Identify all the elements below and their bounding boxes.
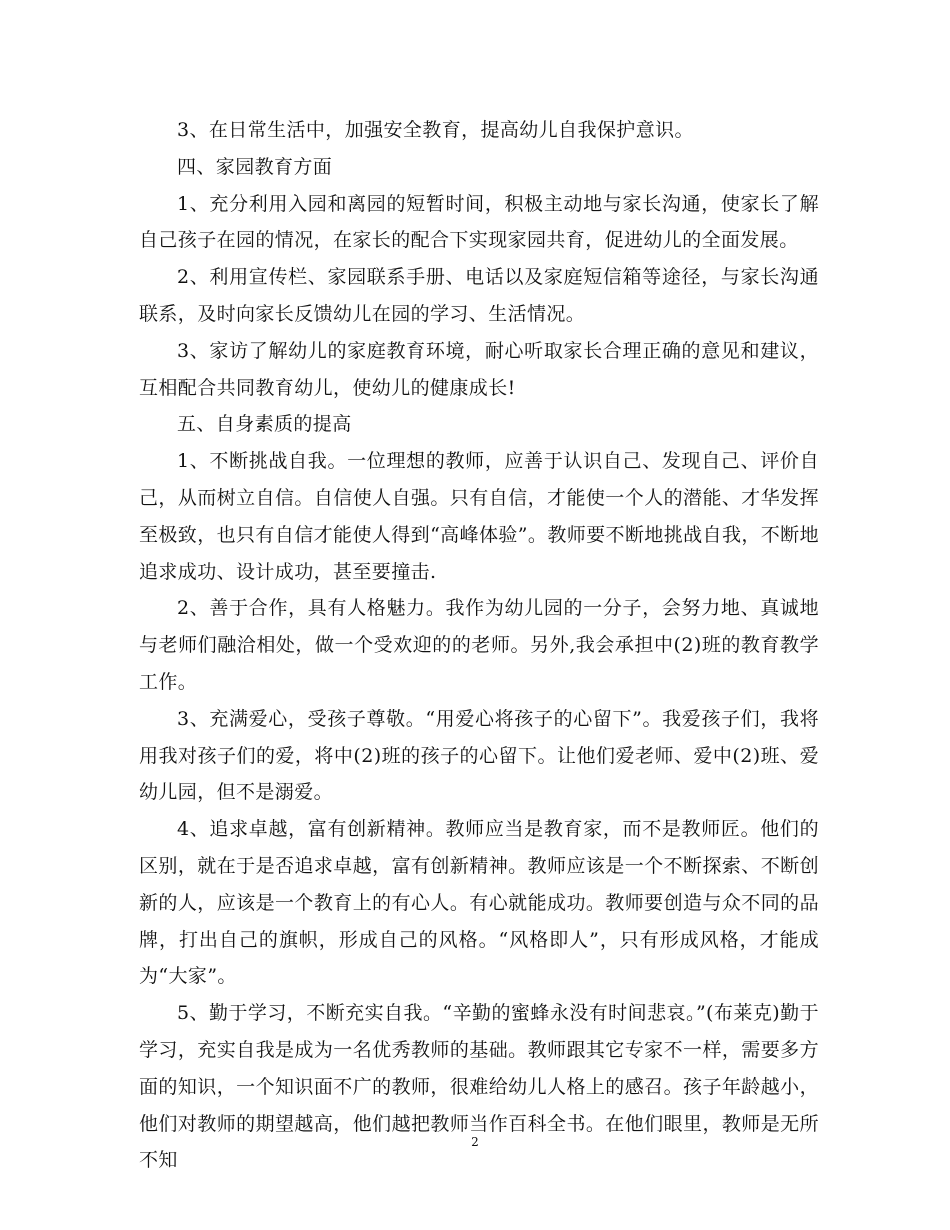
paragraph-safety-education: 3、在日常生活中，加强安全教育，提高幼儿自我保护意识。 xyxy=(177,119,694,141)
paragraph-love-children: 3、充满爱心，受孩子尊敬。“用爱心将孩子的心留下”。我爱孩子们，我将用我对孩子们的爱，将中(2)班的孩子的心留下。让他们爱老师、爱中(2)班、爱幼儿园，但不是溺爱。 xyxy=(139,707,819,804)
paragraph-contact-channels: 2、利用宣传栏、家园联系手册、电话以及家庭短信箱等途径，与家长沟通联系，及时向家长反馈幼儿在园的学习、生活情况。 xyxy=(139,266,819,325)
section-heading-self-improvement: 五、自身素质的提高 xyxy=(177,413,352,436)
paragraph-home-visits: 3、家访了解幼儿的家庭教育环境，耐心听取家长合理正确的意见和建议，互相配合共同教育幼儿，使幼儿的健康成长! xyxy=(139,339,819,399)
paragraph-parent-communication: 1、充分利用入园和离园的短暂时间，积极主动地与家长沟通，使家长了解自己孩子在园的情况，在家长的配合下实现家园共育，促进幼儿的全面发展。 xyxy=(139,192,819,252)
page-number: 2 xyxy=(471,1135,479,1149)
paragraph-pursue-excellence: 4、追求卓越，富有创新精神。教师应当是教育家，而不是教师匠。他们的区别，就在于是否追求卓越，富有创新精神。教师应该是一个不断探索、不断创新的人，应该是一个教育上的有心人。有心就能成功。教师要创造与众不同的品牌，打出自己的旗帜，形成自己的风格。“风格即人”，只有形成风格，才能成为“大家”。 xyxy=(139,818,819,988)
paragraph-diligent-learning: 5、勤于学习，不断充实自我。“辛勤的蜜蜂永没有时间悲哀。”(布莱克)勤于学习，充实自我是成为一名优秀教师的基础。教师跟其它专家不一样，需要多方面的知识，一个知识面不广的教师，很难给幼儿人格上的感召。孩子年龄越小，他们对教师的期望越高，他们越把教师当作百科全书。在他们眼里，教师是无所不知 xyxy=(139,1002,819,1172)
section-heading-home-school-education: 四、家园教育方面 xyxy=(177,155,333,178)
paragraph-cooperation: 2、善于合作，具有人格魅力。我作为幼儿园的一分子，会努力地、真诚地与老师们融洽相处，做一个受欢迎的的老师。另外,我会承担中(2)班的教育教学工作。 xyxy=(139,597,819,693)
paragraph-challenge-self: 1、不断挑战自我。一位理想的教师，应善于认识自己、发现自己、评价自己，从而树立自信。自信使人自强。只有自信，才能使一个人的潜能、才华发挥至极致，也只有自信才能使人得到“高峰体验”。教师要不断地挑战自我，不断地追求成功、设计成功，甚至要撞击. xyxy=(139,450,819,583)
document-body xyxy=(139,112,819,1179)
